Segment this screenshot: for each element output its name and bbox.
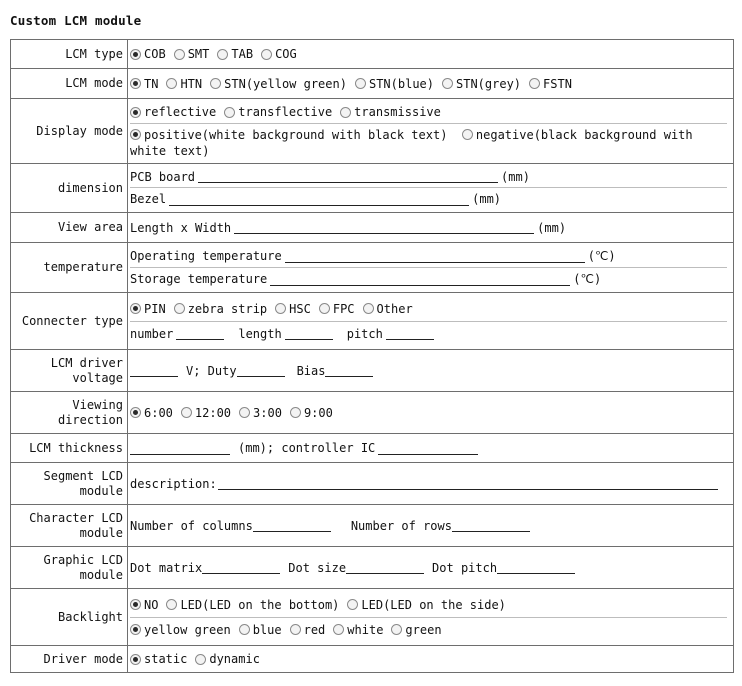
radio-zebra-strip[interactable]: [174, 303, 185, 314]
custom-lcm-form: [10, 39, 734, 673]
radio-led-side[interactable]: [347, 599, 358, 610]
view-area-unit: (mm): [537, 220, 567, 235]
radio-static[interactable]: [130, 654, 141, 665]
length-width-label: Length x Width: [130, 220, 232, 235]
connecter-pin-option[interactable]: PIN: [130, 302, 166, 316]
radio-cob[interactable]: [130, 49, 141, 60]
direction-9-option[interactable]: 9:00: [290, 406, 333, 420]
driver-static-option[interactable]: static: [130, 652, 187, 666]
view-area-label: View area: [11, 213, 128, 243]
storage-unit: (℃): [573, 272, 602, 286]
radio-fpc[interactable]: [319, 303, 330, 314]
radio-hsc[interactable]: [275, 303, 286, 314]
connecter-fpc-option[interactable]: FPC: [319, 302, 355, 316]
driver-mode-options: [130, 648, 731, 670]
direction-3-option[interactable]: 3:00: [239, 406, 282, 420]
row-view-area: [11, 213, 734, 243]
bias-input[interactable]: [325, 364, 373, 377]
radio-led-bottom[interactable]: [166, 599, 177, 610]
radio-3-00[interactable]: [239, 407, 250, 418]
radio-stn-blue[interactable]: [355, 78, 366, 89]
color-blue-option[interactable]: blue: [239, 623, 282, 637]
lcm-mode-stn-blue-option[interactable]: STN(blue): [355, 77, 434, 91]
storage-temperature-label: Storage temperature: [130, 272, 268, 286]
bezel-unit: (mm): [472, 192, 502, 206]
row-lcm-thickness: [11, 434, 734, 463]
connecter-type-label: Connecter type: [11, 293, 128, 350]
radio-fstn[interactable]: [529, 78, 540, 89]
connecter-hsc-option[interactable]: HSC: [275, 302, 311, 316]
lcm-mode-fstn-option[interactable]: FSTN: [529, 77, 572, 91]
row-display-mode: [11, 99, 734, 164]
radio-positive[interactable]: [130, 129, 141, 140]
display-transmissive-option[interactable]: transmissive: [340, 105, 441, 119]
rows-input[interactable]: [452, 519, 530, 532]
row-lcm-type: [11, 40, 734, 69]
pitch-label: pitch: [346, 326, 383, 341]
lcm-type-cog-option[interactable]: COG: [261, 47, 297, 61]
row-connecter-type: [11, 293, 734, 350]
radio-stn-grey[interactable]: [442, 78, 453, 89]
number-label: number: [130, 326, 174, 341]
radio-tab[interactable]: [217, 49, 228, 60]
connecter-other-option[interactable]: Other: [363, 302, 413, 316]
backlight-options-2: [130, 618, 731, 642]
dot-pitch-input[interactable]: [497, 561, 575, 574]
driver-dynamic-option[interactable]: dynamic: [195, 652, 260, 666]
connecter-zebra-option[interactable]: zebra strip: [174, 302, 267, 316]
radio-tn[interactable]: [130, 78, 141, 89]
radio-smt[interactable]: [174, 49, 185, 60]
bias-label: Bias: [296, 363, 326, 378]
radio-transmissive[interactable]: [340, 107, 351, 118]
dot-matrix-label: Dot matrix: [130, 560, 203, 575]
pcb-board-input[interactable]: [198, 170, 498, 183]
lcm-mode-stn-grey-option[interactable]: STN(grey): [442, 77, 521, 91]
dot-size-input[interactable]: [346, 561, 424, 574]
radio-white[interactable]: [333, 624, 344, 635]
backlight-led-side-option[interactable]: LED(LED on the side): [347, 598, 506, 612]
pcb-board-label: PCB board: [130, 169, 196, 184]
row-character-lcd: [11, 505, 734, 547]
radio-negative[interactable]: [462, 129, 473, 140]
segment-lcd-label: Segment LCD module: [11, 463, 128, 505]
lcm-mode-label: LCM mode: [11, 69, 128, 99]
direction-12-option[interactable]: 12:00: [181, 406, 231, 420]
row-driver-mode: [11, 646, 734, 673]
operating-temperature-label: Operating temperature: [130, 249, 282, 263]
lcm-type-cob-option[interactable]: COB: [130, 47, 166, 61]
description-input[interactable]: [218, 477, 718, 490]
row-viewing-direction: [11, 392, 734, 434]
v-duty-label: V; Duty: [186, 363, 237, 378]
pcb-unit: (mm): [501, 169, 530, 184]
row-graphic-lcd: [11, 547, 734, 589]
dot-pitch-label: Dot pitch: [432, 560, 498, 575]
display-mode-label: Display mode: [11, 99, 128, 164]
radio-cog[interactable]: [261, 49, 272, 60]
radio-no[interactable]: [130, 599, 141, 610]
display-reflective-option[interactable]: reflective: [130, 105, 216, 119]
length-input[interactable]: [285, 327, 333, 340]
radio-green[interactable]: [391, 624, 402, 635]
operating-temperature-input[interactable]: [285, 250, 585, 263]
graphic-lcd-label: Graphic LCD module: [11, 547, 128, 589]
radio-stn-yellow-green[interactable]: [210, 78, 221, 89]
connecter-options: [130, 297, 727, 322]
lcm-type-tab-option[interactable]: TAB: [217, 47, 253, 61]
color-white-option[interactable]: white: [333, 623, 383, 637]
display-mode-options-2: [130, 124, 731, 161]
duty-input[interactable]: [237, 364, 285, 377]
radio-9-00[interactable]: [290, 407, 301, 418]
page-title: Custom LCM module: [10, 13, 142, 28]
length-label: length: [238, 326, 282, 341]
radio-6-00[interactable]: [130, 407, 141, 418]
viewing-direction-options: [130, 402, 731, 424]
radio-htn[interactable]: [166, 78, 177, 89]
temperature-label: temperature: [11, 243, 128, 293]
dot-matrix-input[interactable]: [202, 561, 280, 574]
backlight-no-option[interactable]: NO: [130, 598, 158, 612]
dot-size-label: Dot size: [288, 560, 347, 575]
row-segment-lcd: [11, 463, 734, 505]
storage-temperature-input[interactable]: [270, 273, 570, 286]
backlight-label: Backlight: [11, 589, 128, 646]
bezel-input[interactable]: [169, 193, 469, 206]
lcm-type-smt-option[interactable]: SMT: [174, 47, 210, 61]
dimension-label: dimension: [11, 164, 128, 213]
lcm-mode-stn-yellow-green-option[interactable]: STN(yellow green): [210, 77, 347, 91]
view-area-input[interactable]: [234, 221, 534, 234]
display-transflective-option[interactable]: transflective: [224, 105, 332, 119]
radio-other[interactable]: [363, 303, 374, 314]
character-lcd-label: Character LCD module: [11, 505, 128, 547]
thickness-input[interactable]: [130, 442, 230, 455]
lcm-mode-htn-option[interactable]: HTN: [166, 77, 202, 91]
direction-6-option[interactable]: 6:00: [130, 406, 173, 420]
viewing-direction-label: Viewing direction: [11, 392, 128, 434]
row-temperature: [11, 243, 734, 293]
row-dimension: [11, 164, 734, 213]
radio-red[interactable]: [290, 624, 301, 635]
pitch-input[interactable]: [386, 327, 434, 340]
lcm-thickness-label: LCM thickness: [11, 434, 128, 463]
display-negative-option[interactable]: negative(black background with white text): [130, 127, 693, 158]
lcm-mode-options: [130, 73, 731, 95]
backlight-led-bottom-option[interactable]: LED(LED on the bottom): [166, 598, 339, 612]
display-positive-option[interactable]: positive(white background with black text): [130, 128, 447, 142]
driver-voltage-label: LCM driver voltage: [11, 350, 128, 392]
row-driver-voltage: [11, 350, 734, 392]
color-yellow-green-option[interactable]: yellow green: [130, 623, 231, 637]
radio-transflective[interactable]: [224, 107, 235, 118]
backlight-options-1: [130, 593, 727, 618]
radio-reflective[interactable]: [130, 107, 141, 118]
driver-mode-label: Driver mode: [11, 646, 128, 673]
rows-label: Number of rows: [350, 518, 452, 533]
radio-12-00[interactable]: [181, 407, 192, 418]
columns-input[interactable]: [253, 519, 331, 532]
operating-unit: (℃): [587, 249, 616, 263]
radio-pin[interactable]: [130, 303, 141, 314]
display-mode-options-1: [130, 102, 727, 124]
row-lcm-mode: [11, 69, 734, 99]
thickness-controller-text: (mm); controller IC: [238, 441, 376, 455]
radio-yellow-green[interactable]: [130, 624, 141, 635]
lcm-mode-tn-option[interactable]: TN: [130, 77, 158, 91]
color-green-option[interactable]: green: [391, 623, 441, 637]
bezel-label: Bezel: [130, 192, 167, 206]
lcm-type-options: [130, 43, 731, 65]
lcm-type-label: LCM type: [11, 40, 128, 69]
radio-dynamic[interactable]: [195, 654, 206, 665]
description-label: description:: [130, 476, 217, 491]
color-red-option[interactable]: red: [290, 623, 326, 637]
row-backlight: [11, 589, 734, 646]
number-input[interactable]: [176, 327, 224, 340]
columns-label: Number of columns: [130, 518, 253, 533]
radio-blue[interactable]: [239, 624, 250, 635]
voltage-input[interactable]: [130, 364, 178, 377]
controller-ic-input[interactable]: [378, 442, 478, 455]
